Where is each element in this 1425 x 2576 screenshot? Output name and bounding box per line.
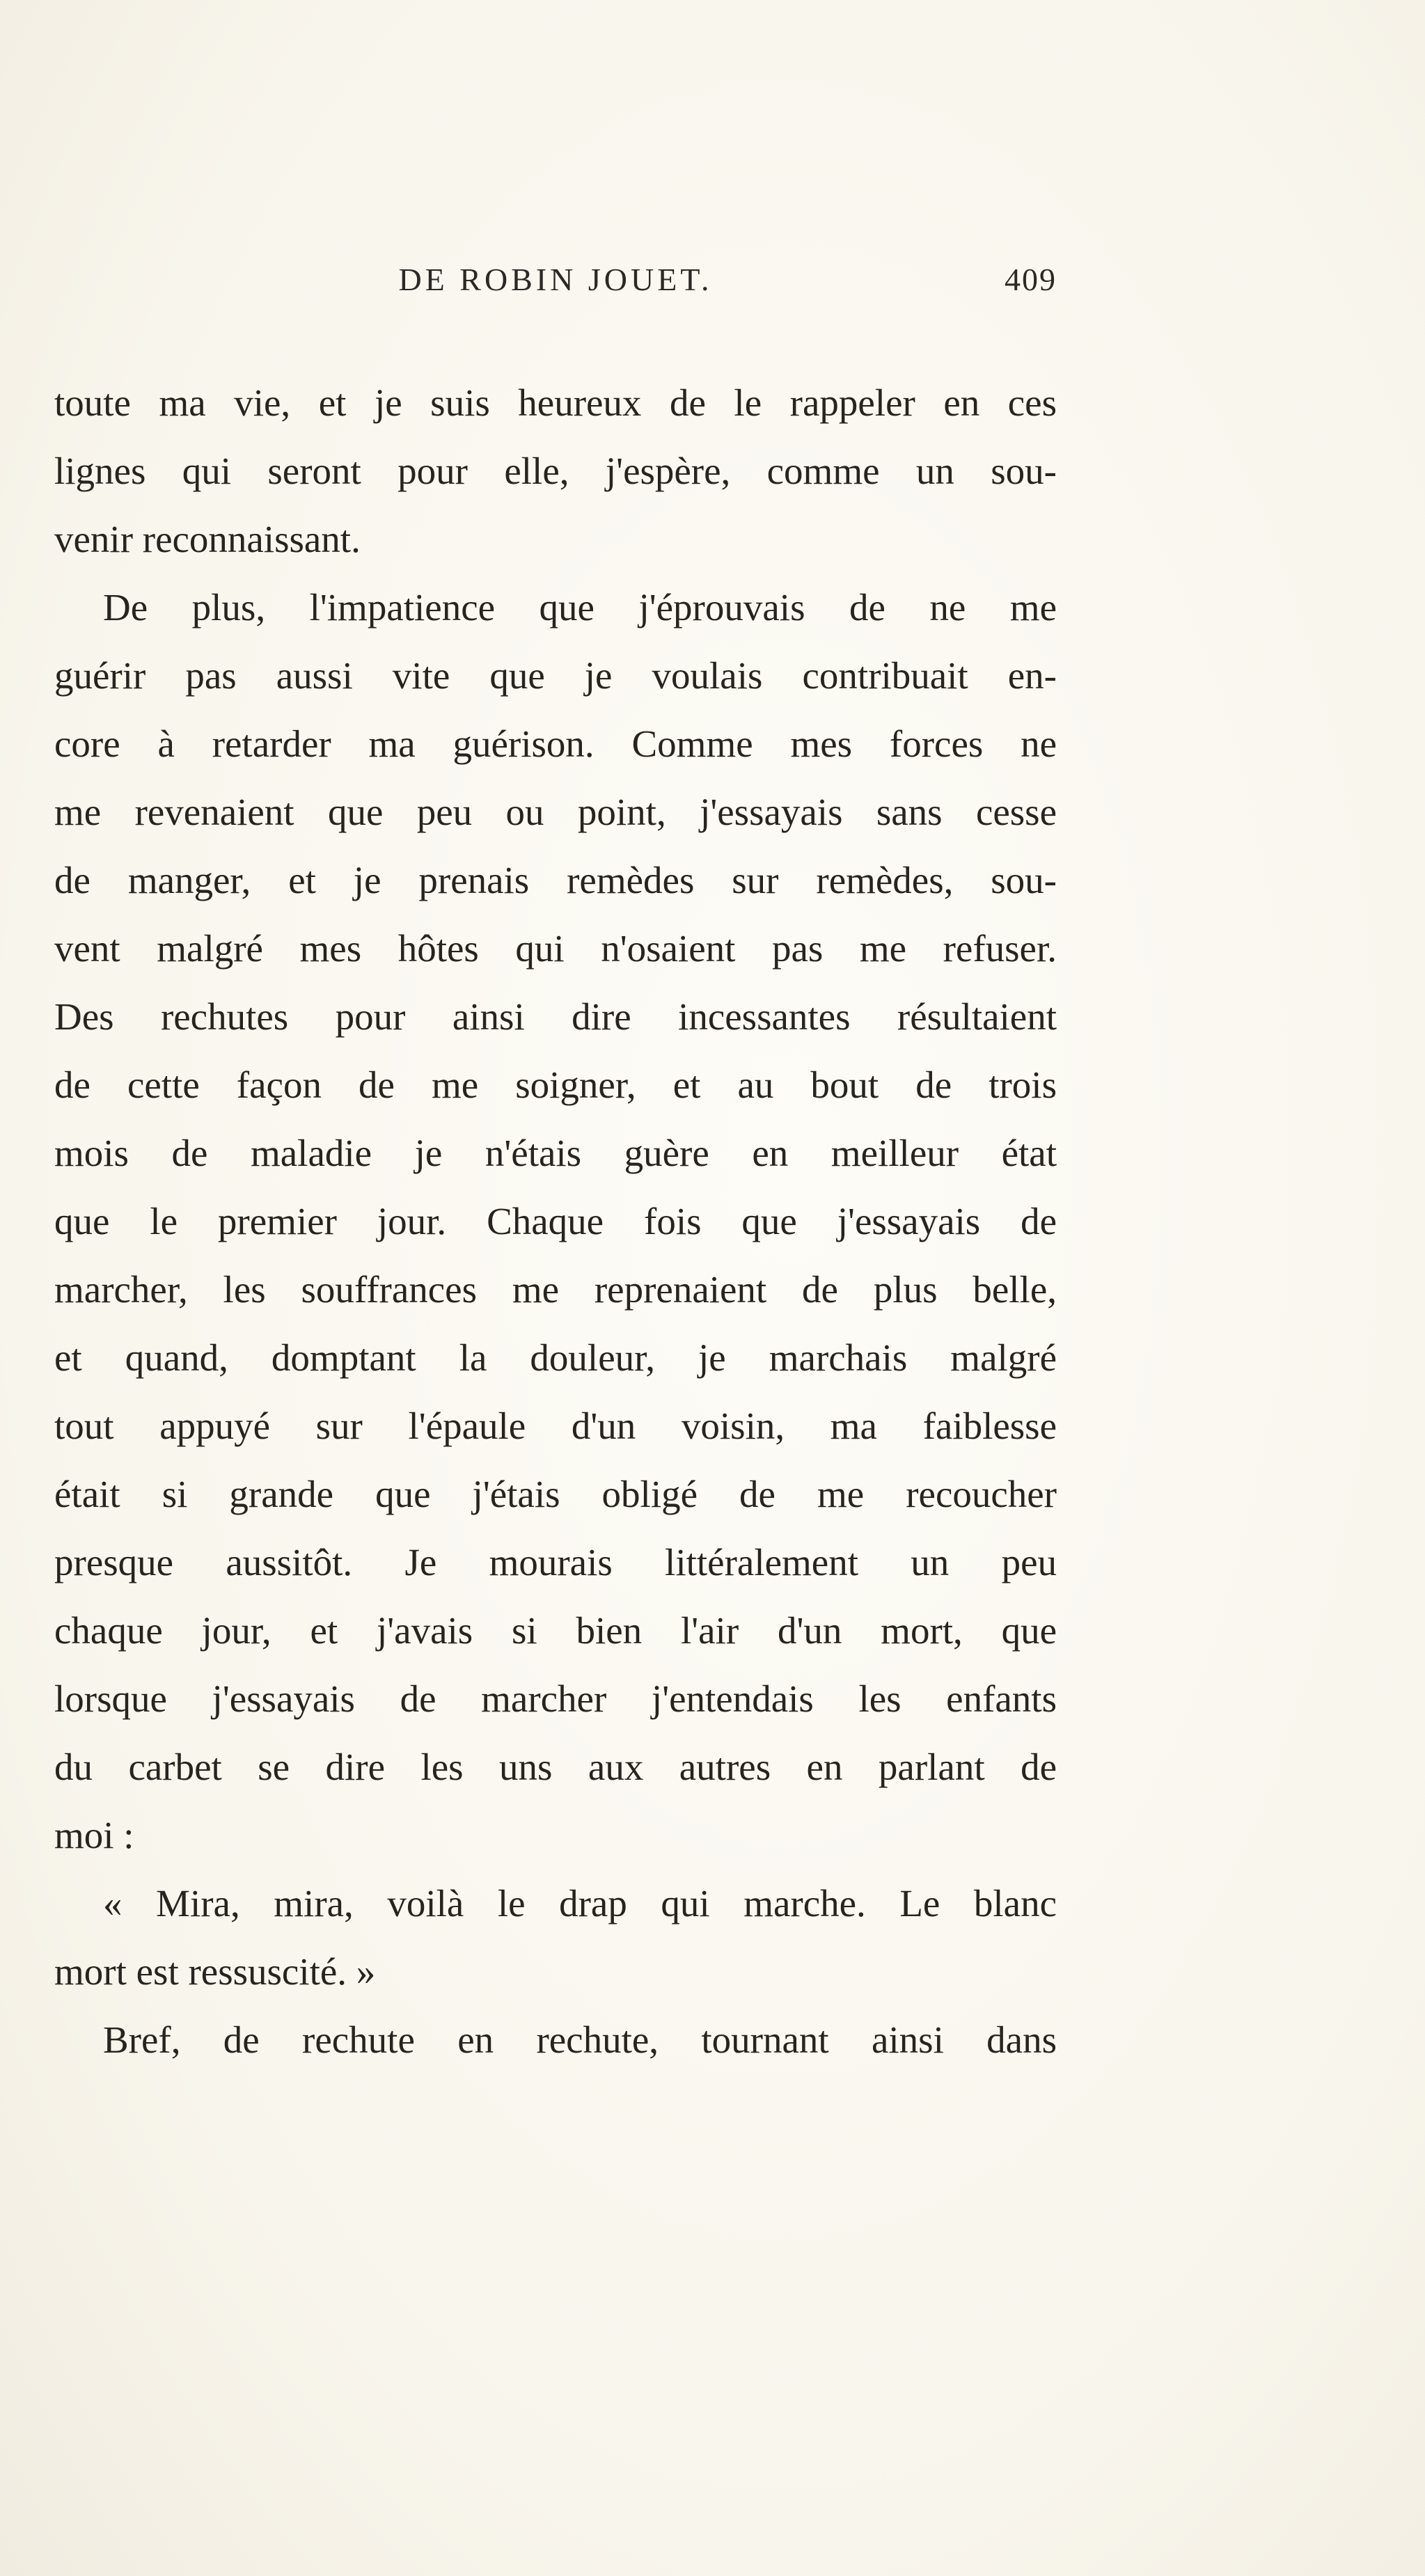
text-line: mort est ressuscité. » [54,1950,376,1993]
text-line: marcher, les souffrances me reprenaient de plus belle, [54,1268,1057,1311]
running-head: DE ROBIN JOUET. [398,262,713,297]
text-line: De plus, l'impatience que j'éprouvais de ne me [103,586,1057,629]
text-line: de manger, et je prenais remèdes sur remèdes, sou- [54,859,1057,901]
text-line: et quand, domptant la douleur, je marchais malgré [54,1336,1057,1379]
text-line: de cette façon de me soigner, et au bout de trois [54,1064,1057,1106]
text-line: guérir pas aussi vite que je voulais contribuait en- [54,654,1057,697]
text-line: me revenaient que peu ou point, j'essayais sans cesse [54,791,1057,833]
text-line: Bref, de rechute en rechute, tournant ainsi dans [103,2018,1057,2061]
text-line: que le premier jour. Chaque fois que j'essayais de [54,1200,1057,1242]
text-line: lorsque j'essayais de marcher j'entendais les enfants [54,1677,1057,1720]
text-line: vent malgré mes hôtes qui n'osaient pas me refuser. [54,927,1057,970]
text-line: Des rechutes pour ainsi dire incessantes résultaient [54,995,1057,1038]
text-line: tout appuyé sur l'épaule d'un voisin, ma faiblesse [54,1405,1057,1447]
text-line: chaque jour, et j'avais si bien l'air d'un mort, que [54,1609,1057,1652]
text-line: du carbet se dire les uns aux autres en parlant de [54,1746,1057,1788]
text-line: mois de maladie je n'étais guère en meilleur état [54,1132,1057,1174]
text-line: toute ma vie, et je suis heureux de le rappeler en ces [54,381,1057,424]
text-line: moi : [54,1814,134,1856]
text-line: « Mira, mira, voilà le drap qui marche. Le blanc [103,1882,1057,1925]
page-header [54,261,1057,310]
text-line: lignes qui seront pour elle, j'espère, comme un sou- [54,450,1057,492]
page-number: 409 [1005,262,1057,297]
text-line: venir reconnaissant. [54,518,361,560]
text-line: presque aussitôt. Je mourais littéralement un peu [54,1541,1057,1583]
text-line: core à retarder ma guérison. Comme mes forces ne [54,722,1057,765]
body-text [54,369,1057,2074]
text-line: était si grande que j'étais obligé de me recoucher [54,1473,1057,1515]
